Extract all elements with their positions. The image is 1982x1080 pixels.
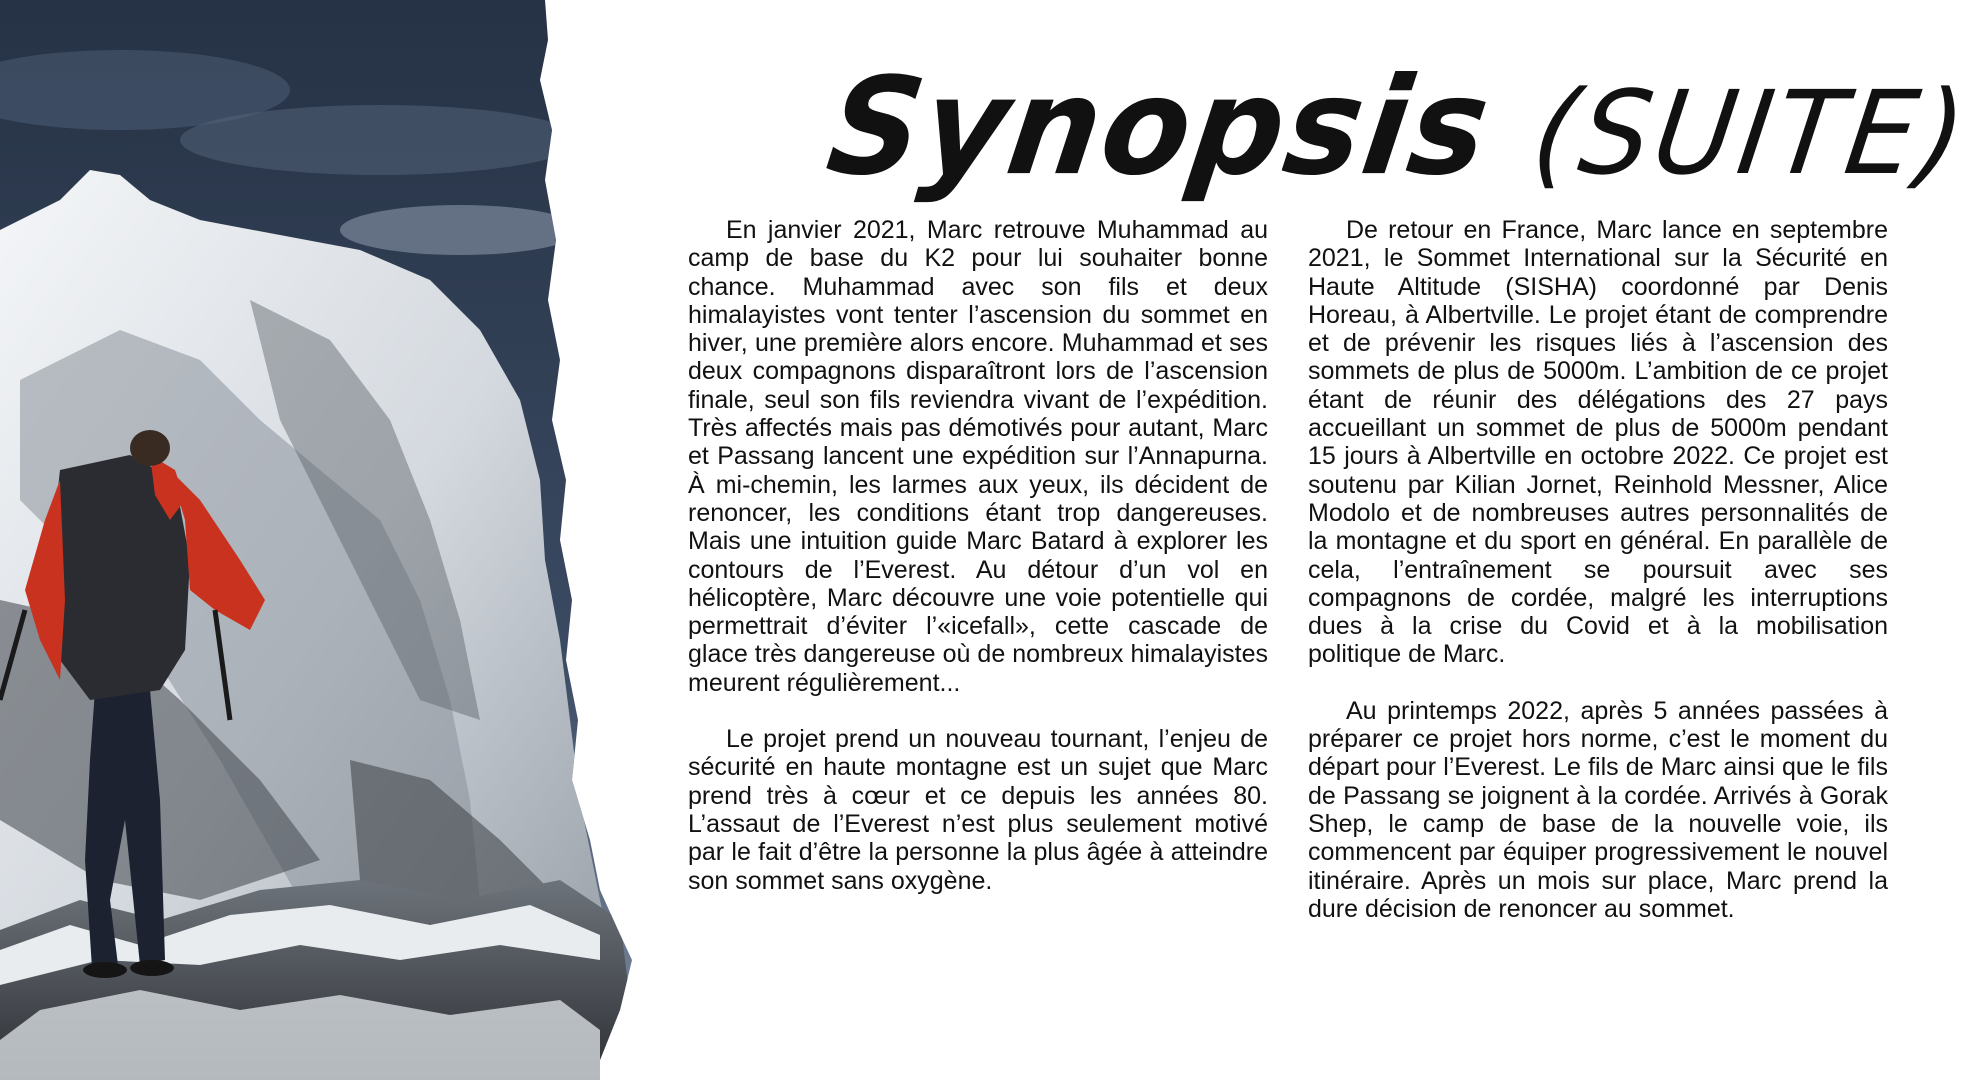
paragraph-right-2: Au printemps 2022, après 5 années passées à préparer ce projet hors norme, c’est le moment du départ pour l’Everest. Le fils de Marc ainsi que le fils de Passang se joignent à la cordée. Arrivés à Gorak Shep, le camp de base de la nouvelle voie, ils commencent par équiper progressivement le nouvel itinéraire. Après un mois sur place, Marc prend la dure décision de renoncer au sommet. (1308, 696, 1888, 923)
paragraph-left-2: Le projet prend un nouveau tournant, l’enjeu de sécurité en haute montagne est un sujet que Marc prend très à cœur et ce depuis les années 80. L’assaut de l’Everest n’est plus seulement motivé par le fait d’être la personne la plus âgée à atteindre son sommet sans oxygène. (688, 725, 1268, 895)
mountaineer-photo (0, 0, 640, 1080)
text-column-left (688, 216, 1268, 895)
page-title (817, 34, 1978, 223)
title-main: Synopsis (819, 49, 1500, 206)
title-suffix: (SUITE) (1524, 66, 1978, 201)
text-column-right (1308, 216, 1888, 923)
paragraph-left-1: En janvier 2021, Marc retrouve Muhammad au camp de base du K2 pour lui souhaiter bonne chance. Muhammad avec son fils et deux himalayistes vont tenter l’ascension du sommet en hiver, une première alors encore. Muhammad et ses deux compagnons disparaîtront lors de l’ascension finale, seul son fils reviendra vivant de l’expédition. Très affectés mais pas démotivés pour autant, Marc et Passang lancent une expédition sur l’Annapurna. À mi-chemin, les larmes aux yeux, ils décident de renoncer, les conditions étant trop dangereuses. Mais une intuition guide Marc Batard à explorer les contours de l’Everest. Au détour d’un vol en hélicoptère, Marc découvre une voie potentielle qui permettrait d’éviter l’«icefall», cette cascade de glace très dangereuse où de nombreux himalayistes meurent régulièrement... (688, 216, 1268, 697)
mountaineer-photo-icon (0, 0, 640, 1080)
paragraph-right-1: De retour en France, Marc lance en septembre 2021, le Sommet International sur la Sécurité en Haute Altitude (SISHA) coordonné par Denis Horeau, à Albertville. Le projet étant de comprendre et de prévenir les risques liés à l’ascension des sommets de plus de 5000m. L’ambition de ce projet étant de réunir des délégations des 27 pays accueillant un sommet de plus de 5000m pendant 15 jours à Albertville en octobre 2022. Ce projet est soutenu par Kilian Jornet, Reinhold Messner, Alice Modolo et de nombreuses autres personnalités de la montagne et du sport en général. En parallèle de cela, l’entraînement se poursuit avec ses compagnons de cordée, malgré les interruptions dues à la crise du Covid et à la mobilisation politique de Marc. (1308, 216, 1888, 669)
